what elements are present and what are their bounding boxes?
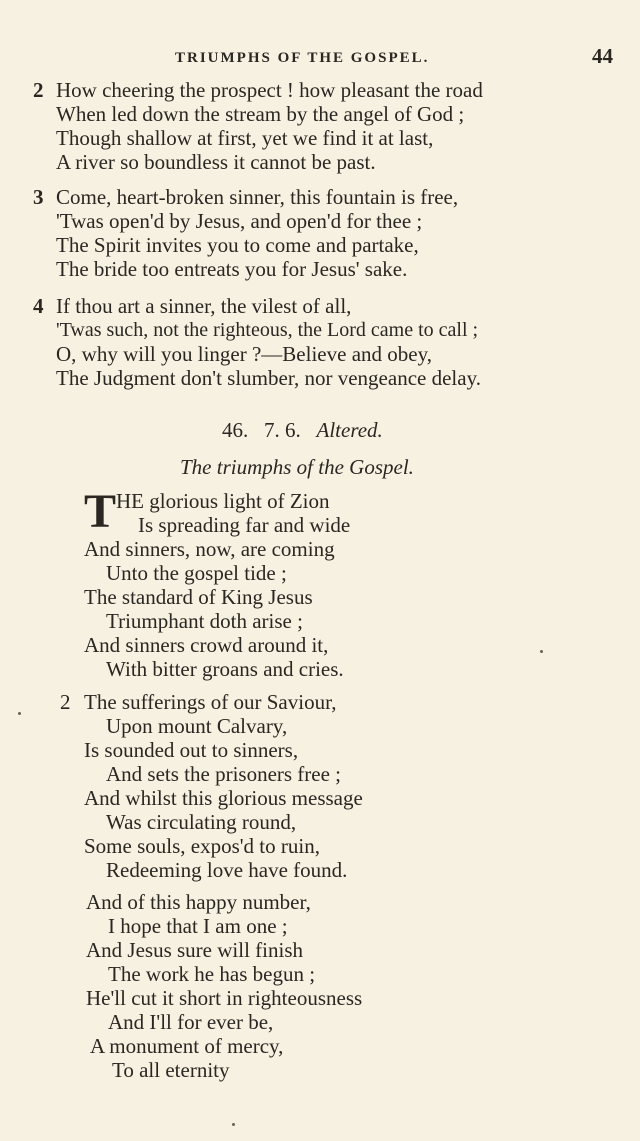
running-head: TRIUMPHS OF THE GOSPEL. [175, 50, 430, 66]
verse-line: Triumphant doth arise ; [106, 609, 303, 633]
verse-line: A monument of mercy, [90, 1034, 284, 1058]
verse-line: Is spreading far and wide [138, 513, 351, 537]
verse-line: Redeeming love have found. [106, 858, 348, 882]
verse-line: And sinners, now, are coming [84, 537, 335, 561]
verse-line: HE glorious light of Zion [116, 489, 330, 513]
verse-line: The work he has begun ; [108, 962, 316, 986]
verse-line: And sinners crowd around it, [84, 633, 329, 657]
verse-line: When led down the stream by the angel of God ; [56, 102, 465, 126]
verse-line: And Jesus sure will finish [86, 938, 303, 962]
verse-line: And of this happy number, [86, 890, 311, 914]
verse-line: Was circulating round, [106, 810, 297, 834]
verse-line: 'Twas open'd by Jesus, and open'd for thee ; [56, 209, 423, 233]
page-header [0, 44, 640, 74]
verse-line: And sets the prisoners free ; [106, 762, 342, 786]
hymn-subtitle: The triumphs of the Gospel. [180, 455, 414, 479]
drop-cap: T [84, 485, 117, 538]
print-speck [232, 1123, 235, 1126]
verse-line: Upon mount Calvary, [106, 714, 288, 738]
verse-line: And I'll for ever be, [108, 1010, 274, 1034]
verse-line: The bride too entreats you for Jesus' sake. [56, 257, 408, 281]
verse-line: O, why will you linger ?—Believe and obey, [56, 342, 432, 366]
verse-line: The sufferings of our Saviour, [84, 690, 337, 714]
verse-line: He'll cut it short in righteousness [86, 986, 363, 1010]
verse-line: The standard of King Jesus [84, 585, 313, 609]
stanza-number: 2 [60, 690, 71, 714]
verse-line: The Judgment don't slumber, nor vengeance delay. [56, 366, 481, 390]
stanza-number: 3 [33, 185, 44, 209]
hymn-title [222, 418, 383, 443]
verse-line: The Spirit invites you to come and partake, [56, 233, 419, 257]
verse-line: I hope that I am one ; [108, 914, 288, 938]
page-number: 44 [592, 44, 613, 68]
stanza-number: 4 [33, 294, 44, 318]
verse-line: And whilst this glorious message [84, 786, 363, 810]
verse-line: Some souls, expos'd to ruin, [84, 834, 320, 858]
verse-line: How cheering the prospect ! how pleasant the road [56, 78, 483, 102]
verse-line: 'Twas such, not the righteous, the Lord came to call ; [56, 319, 479, 341]
verse-line: To all eternity [112, 1058, 230, 1082]
verse-line: With bitter groans and cries. [106, 657, 344, 681]
verse-line: A river so boundless it cannot be past. [56, 150, 376, 174]
verse-line: Come, heart-broken sinner, this fountain is free, [56, 185, 459, 209]
stanza-number: 2 [33, 78, 44, 102]
hymn-note: Altered. [316, 418, 383, 442]
verse-line: Unto the gospel tide ; [106, 561, 287, 585]
verse-line: Is sounded out to sinners, [84, 738, 299, 762]
print-speck [540, 650, 543, 653]
verse-line: Though shallow at first, yet we find it at last, [56, 126, 434, 150]
print-speck [18, 712, 21, 715]
hymn-number: 46. [222, 418, 249, 442]
verse-line: If thou art a sinner, the vilest of all, [56, 294, 352, 318]
hymn-meter: 7. 6. [264, 418, 301, 442]
